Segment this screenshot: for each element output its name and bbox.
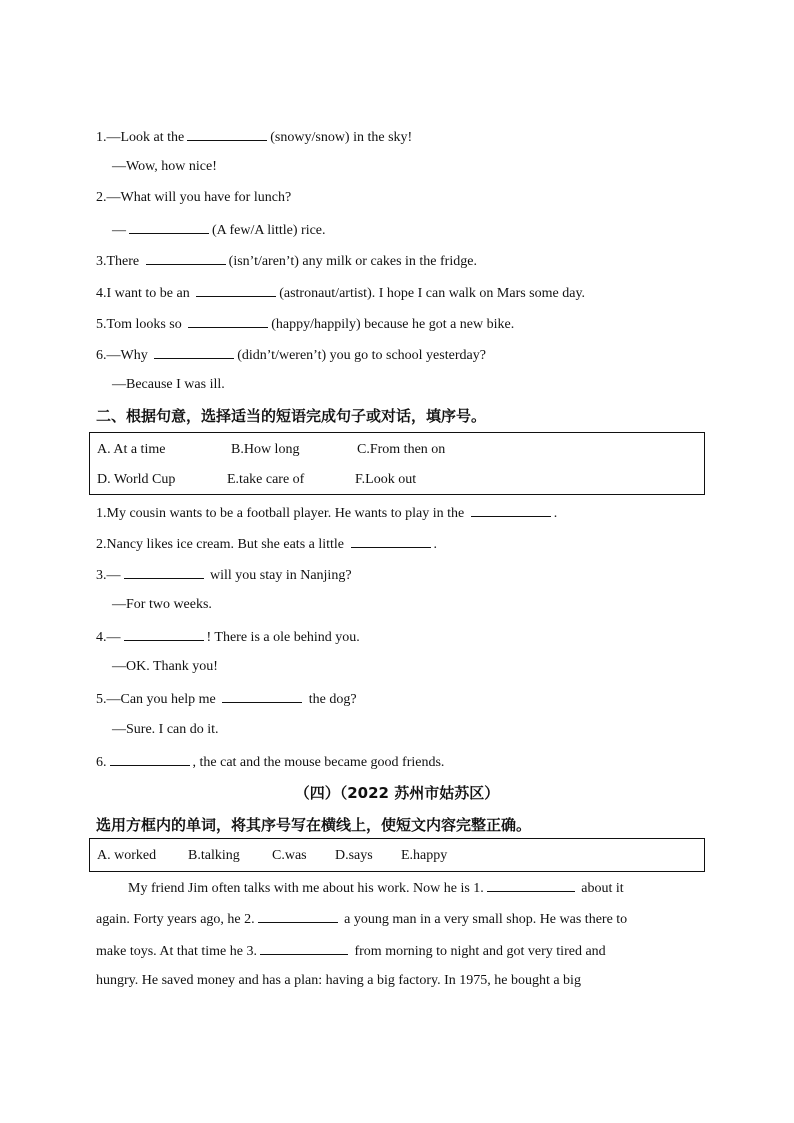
s1-q1-line1 <box>96 126 412 148</box>
s1-q4-text-post: (astronaut/artist). I hope I can walk on Mars some day. <box>279 286 586 301</box>
answer-blank[interactable] <box>471 502 551 517</box>
s2-q6 <box>96 751 444 773</box>
option-b: B.How long <box>231 442 300 457</box>
section4-option-box <box>89 838 705 872</box>
s2-q3-text-post: will you stay in Nanjing? <box>210 568 352 583</box>
answer-blank[interactable] <box>129 219 209 234</box>
s2-q3-text-pre: 3.— <box>96 568 121 583</box>
section2-heading: 二、根据句意，选择适当的短语完成句子或对话，填序号。 <box>96 407 487 425</box>
answer-blank[interactable] <box>187 126 267 141</box>
answer-blank[interactable] <box>124 626 204 641</box>
passage-text: about it <box>581 881 624 896</box>
s1-q4 <box>96 282 585 304</box>
word-option-e: E.happy <box>401 848 448 863</box>
option-a: A. At a time <box>97 442 166 457</box>
s1-q3-text-post: (isn’t/aren’t) any milk or cakes in the fridge. <box>228 254 477 269</box>
answer-blank[interactable] <box>487 877 575 892</box>
s2-q4-line1 <box>96 626 360 648</box>
s2-q1 <box>96 502 557 524</box>
answer-blank[interactable] <box>351 533 431 548</box>
answer-blank[interactable] <box>260 940 348 955</box>
section4-title: （四）（2022 苏州市姑苏区） <box>294 784 500 802</box>
s2-q3-line2: —For two weeks. <box>112 597 212 612</box>
s1-q3 <box>96 250 477 272</box>
s1-q2-line2 <box>112 219 326 241</box>
section4-instruction: 选用方框内的单词，将其序号写在横线上，使短文内容完整正确。 <box>96 816 532 834</box>
s1-q1-text-pre: 1.—Look at the <box>96 130 185 145</box>
s1-q5-text-post: (happy/happily) because he got a new bike. <box>271 317 515 332</box>
option-f: F.Look out <box>355 472 417 487</box>
s1-q1-line2: —Wow, how nice! <box>112 159 217 174</box>
answer-blank[interactable] <box>154 344 234 359</box>
passage-text: My friend Jim often talks with me about his work. Now he is 1. <box>128 881 484 896</box>
s2-q1-text-post: . <box>553 506 558 521</box>
s1-q1-text-post: (snowy/snow) in the sky! <box>270 130 413 145</box>
passage-line-4: hungry. He saved money and has a plan: having a big factory. In 1975, he bought a big <box>96 973 581 988</box>
s1-q2-text-post: (A few/A little) rice. <box>212 223 326 238</box>
answer-blank[interactable] <box>196 282 276 297</box>
s1-q3-text-pre: 3.There <box>96 254 140 269</box>
answer-blank[interactable] <box>222 688 302 703</box>
word-option-c: C.was <box>272 848 307 863</box>
s1-q6-line2: —Because I was ill. <box>112 377 225 392</box>
option-c: C.From then on <box>357 442 446 457</box>
s2-q6-text-pre: 6. <box>96 755 107 770</box>
passage-line-1 <box>128 877 624 899</box>
s1-q6-text-post: (didn’t/weren’t) you go to school yesterday? <box>237 348 486 363</box>
s2-q6-text-post: , the cat and the mouse became good friends. <box>192 755 445 770</box>
s2-q2-text-post: . <box>433 537 438 552</box>
passage-line-3 <box>96 940 606 962</box>
s2-q5-line1 <box>96 688 357 710</box>
s1-q4-text-pre: 4.I want to be an <box>96 286 190 301</box>
answer-blank[interactable] <box>146 250 226 265</box>
s1-q2-line1: 2.—What will you have for lunch? <box>96 190 292 205</box>
answer-blank[interactable] <box>258 908 338 923</box>
s2-q4-text-post: ! There is a ole behind you. <box>206 630 360 645</box>
s2-q5-text-post: the dog? <box>308 692 357 707</box>
option-e: E.take care of <box>227 472 305 487</box>
s2-q5-line2: —Sure. I can do it. <box>112 722 219 737</box>
section2-option-box <box>89 432 705 495</box>
passage-text: again. Forty years ago, he 2. <box>96 912 255 927</box>
s1-q5 <box>96 313 514 335</box>
s2-q4-text-pre: 4.— <box>96 630 121 645</box>
answer-blank[interactable] <box>124 564 204 579</box>
s1-q2-dash: — <box>112 223 126 238</box>
word-option-a: A. worked <box>97 848 157 863</box>
s2-q4-line2: —OK. Thank you! <box>112 659 218 674</box>
s2-q2 <box>96 533 437 555</box>
passage-text: a young man in a very small shop. He was there to <box>344 912 628 927</box>
word-option-b: B.talking <box>188 848 240 863</box>
s1-q6-line1 <box>96 344 486 366</box>
passage-text: from morning to night and got very tired and <box>354 944 606 959</box>
s1-q5-text-pre: 5.Tom looks so <box>96 317 182 332</box>
s2-q3-line1 <box>96 564 352 586</box>
passage-line-2 <box>96 908 627 930</box>
passage-text: make toys. At that time he 3. <box>96 944 257 959</box>
s2-q2-text-pre: 2.Nancy likes ice cream. But she eats a little <box>96 537 345 552</box>
option-d: D. World Cup <box>97 472 176 487</box>
s1-q6-text-pre: 6.—Why <box>96 348 148 363</box>
s2-q5-text-pre: 5.—Can you help me <box>96 692 216 707</box>
word-option-d: D.says <box>335 848 373 863</box>
s2-q1-text-pre: 1.My cousin wants to be a football player. He wants to play in the <box>96 506 465 521</box>
answer-blank[interactable] <box>110 751 190 766</box>
answer-blank[interactable] <box>188 313 268 328</box>
